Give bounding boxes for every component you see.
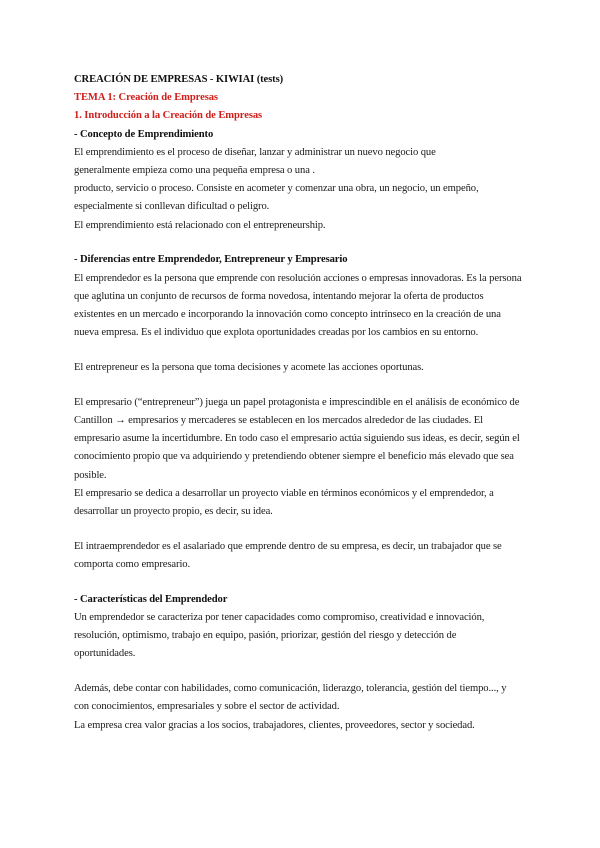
- concepto-heading: - Concepto de Emprendimiento: [74, 128, 214, 140]
- section-title: 1. Introducción a la Creación de Empresas: [74, 110, 263, 122]
- paragraph-spacer: [74, 235, 564, 252]
- paragraph-spacer: [74, 342, 564, 359]
- diferencias-line: nueva empresa. Es el individuo que explota oportunidades creadas por los cambios en su entorno.: [74, 327, 479, 339]
- empresario-line: El empresario (“entrepreneur”) juega un papel protagonista e imprescindible en el análisis de económico de: [74, 396, 520, 408]
- paragraph-spacer: [74, 664, 564, 681]
- document-title: CREACIÓN DE EMPRESAS - KIWIAI (tests): [74, 74, 284, 85]
- diferencias-heading: - Diferencias entre Emprendedor, Entrepreneur y Empresario: [74, 254, 348, 266]
- entrepreneur-line: El entrepreneur es la persona que toma decisiones y acomete las acciones oportunas.: [74, 362, 424, 374]
- caracteristicas-line: resolución, optimismo, trabajo en equipo, pasión, priorizar, gestión del riesgo y detección de: [74, 630, 457, 642]
- paragraph-spacer: [74, 521, 564, 538]
- paragraph-spacer: [74, 377, 564, 394]
- intraemprendedor-line: El intraemprendedor es el asalariado que emprende dentro de su empresa, es decir, un trabajador que se: [74, 540, 502, 552]
- empresario-line: Cantillon → empresarios y mercaderes se establecen en los mercados alrededor de las ciudades. El: [74, 415, 483, 427]
- caracteristicas-heading: - Características del Emprendedor: [74, 593, 228, 605]
- empresario-line: empresario asume la incertidumbre. En todo caso el empresario actúa siguiendo sus ideas, es decir, según el: [74, 433, 520, 445]
- caracteristicas-line: Un emprendedor se caracteriza por tener capacidades como compromiso, creatividad e innovación,: [74, 612, 485, 624]
- concepto-line: generalmente empieza como una pequeña empresa o una .: [74, 165, 315, 177]
- document-page: [74, 71, 564, 735]
- empresario-line: conocimiento propio que va adquiriendo y pretendiendo obtener siempre el beneficio más elevado que sea: [74, 451, 514, 463]
- caracteristicas-line: oportunidades.: [74, 648, 136, 660]
- habilidades-line: Además, debe contar con habilidades, como comunicación, liderazgo, tolerancia, gestión del tiempo..., y: [74, 683, 507, 695]
- diferencias-line: existentes en un mercado e incorporando la innovación como concepto intrínseco en la creación de una: [74, 309, 501, 321]
- paragraph-spacer: [74, 574, 564, 591]
- concepto-line: especialmente si conllevan dificultad o peligro.: [74, 201, 270, 213]
- concepto-line: producto, servicio o proceso. Consiste en acometer y comenzar una obra, un negocio, un empeño,: [74, 183, 479, 195]
- intraemprendedor-line: comporta como empresario.: [74, 559, 191, 571]
- habilidades-line: con conocimientos, empresariales y sobre el sector de actividad.: [74, 701, 340, 713]
- diferencias-line: El emprendedor es la persona que emprende con resolución acciones o empresas innovadoras. Es la persona: [74, 272, 522, 284]
- concepto-line: El emprendimiento es el proceso de diseñar, lanzar y administrar un nuevo negocio que: [74, 146, 436, 158]
- diferencias-line: que aglutina un conjunto de recursos de forma novedosa, intentando mejorar la oferta de productos: [74, 290, 484, 302]
- empresario-line: posible.: [74, 469, 107, 481]
- habilidades-line: La empresa crea valor gracias a los socios, trabajadores, clientes, proveedores, sector y sociedad.: [74, 719, 475, 731]
- topic-title: TEMA 1: Creación de Empresas: [74, 92, 218, 104]
- empresario-line: El empresario se dedica a desarrollar un proyecto viable en términos económicos y el emprendedor, a: [74, 487, 494, 499]
- concepto-line: El emprendimiento está relacionado con el entrepreneurship.: [74, 219, 326, 231]
- empresario-line: desarrollar un proyecto propio, es decir, su idea.: [74, 506, 273, 518]
